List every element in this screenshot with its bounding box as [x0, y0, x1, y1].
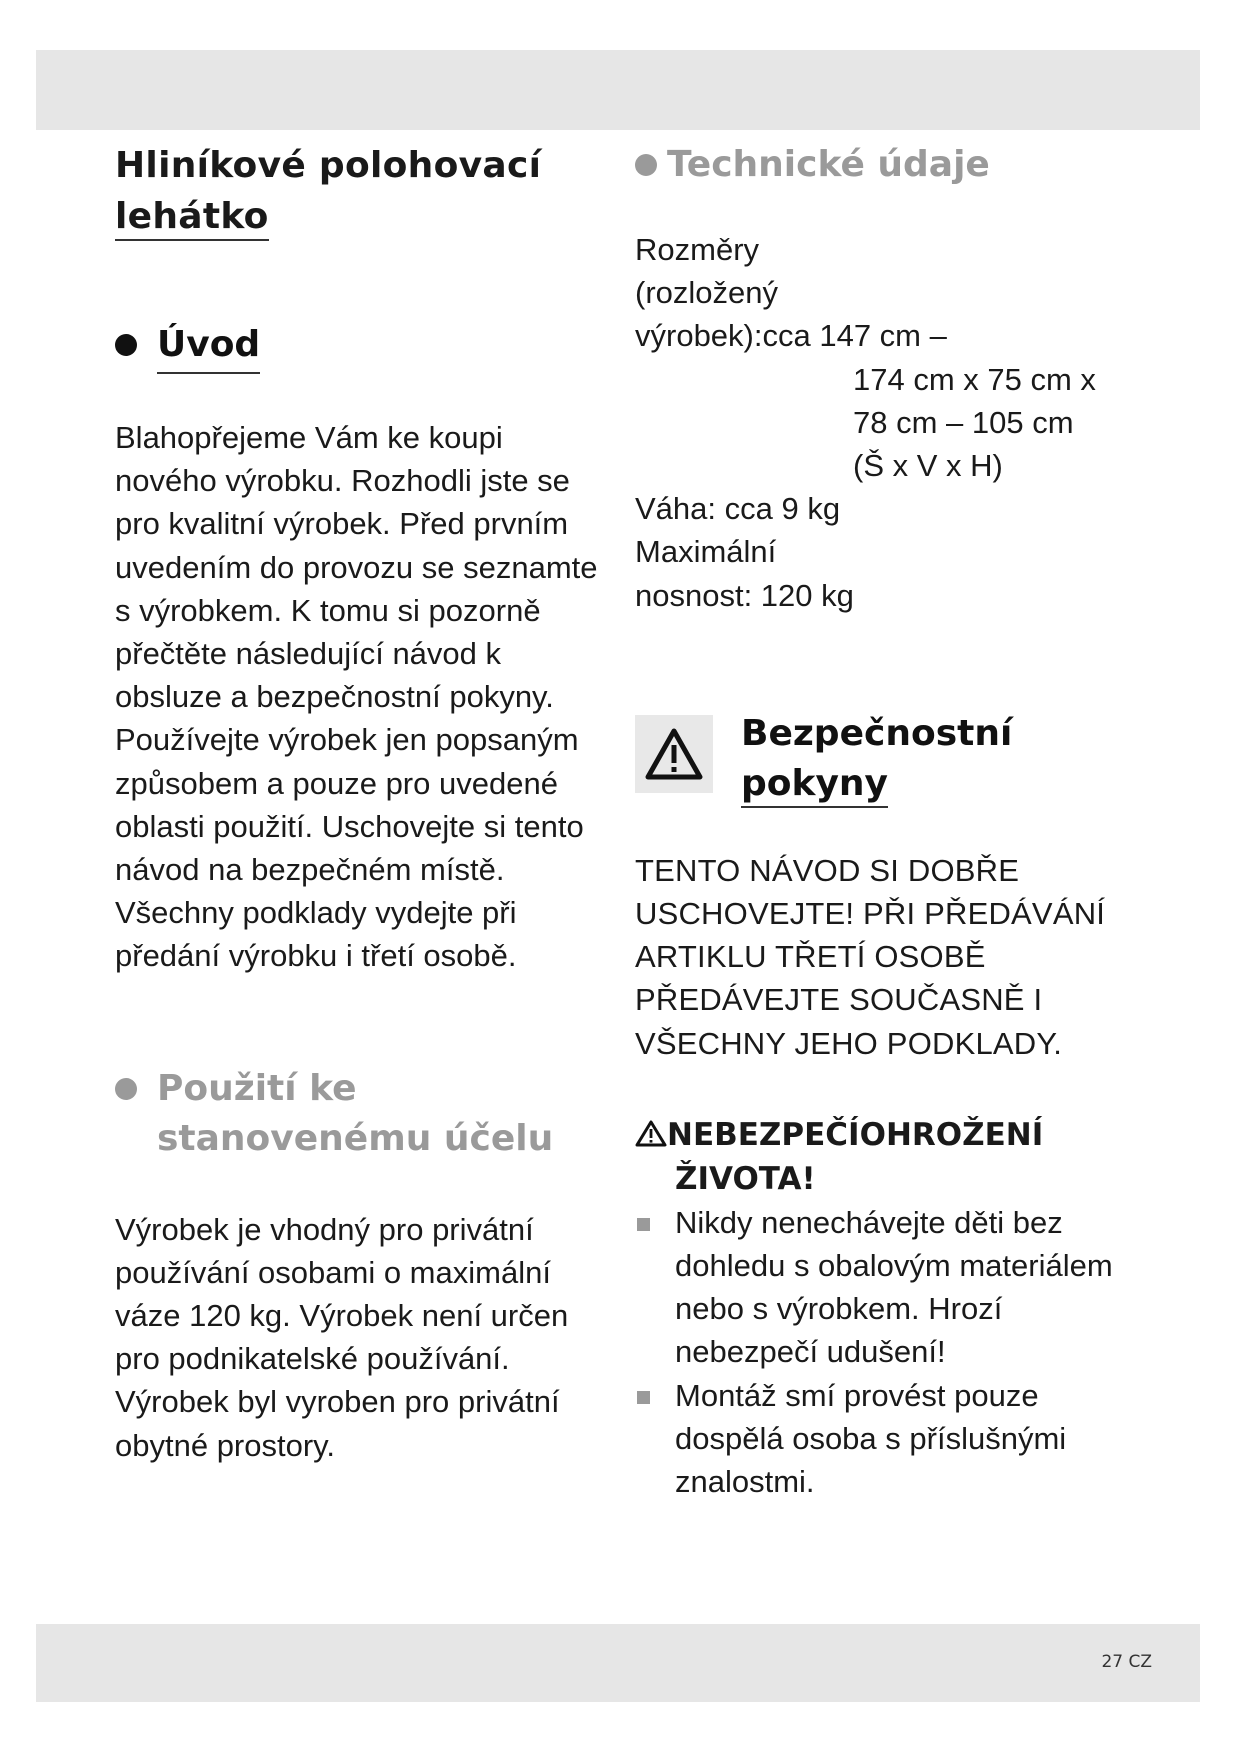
max-load-label: Maximální	[635, 534, 777, 570]
max-load-value: nosnost: 120 kg	[635, 577, 854, 613]
page-title	[115, 140, 605, 242]
footer-band	[36, 1624, 1200, 1702]
warning-triangle-icon	[635, 715, 713, 793]
use-heading	[115, 1064, 605, 1164]
intro-heading-text: Úvod	[157, 320, 260, 374]
intro-paragraph: Blahopřejeme Vám ke koupi nového výrobku. Rozhodli jste se pro kvalitní výrobek. Před prvním uvedením do provozu se seznamte s výrobkem. K tomu si pozorně přečtěte následující návod k obsluze a bezpečnostní pokyny. Používejte výrobek jen popsaným způsobem a pouze pro uvedené oblasti použití. Uschovejte si tento návod na bezpečném místě. Všechny podklady vydejte při předání výrobku i třetí osobě.	[115, 420, 598, 974]
left-column	[115, 140, 605, 1467]
dimensions-label-1: Rozměry	[635, 232, 760, 267]
dimensions-value-2: 174 cm x 75 cm x	[853, 361, 1096, 397]
list-item	[635, 1374, 1135, 1504]
list-item-text: Nikdy nenechávejte děti bez dohledu s obalovým materiálem nebo s výrobkem. Hrozí nebezpečí udušení!	[675, 1204, 1113, 1370]
tech-heading	[635, 140, 1135, 190]
danger-heading-line-2: ŽIVOTA!	[675, 1160, 816, 1197]
tech-heading-text: Technické údaje	[667, 144, 990, 185]
title-line-1: Hliníkové polohovací	[115, 145, 542, 186]
dimensions-value-4: (Š x V x H)	[853, 448, 1003, 484]
intro-heading	[115, 320, 605, 374]
square-bullet-icon	[637, 1218, 650, 1231]
danger-triangle-icon	[635, 1119, 667, 1147]
title-line-2: lehátko	[115, 196, 269, 241]
use-heading-line-1: Použití ke	[157, 1067, 357, 1109]
list-item	[635, 1201, 1135, 1374]
safety-heading-line-1: Bezpečnostní	[741, 712, 1013, 754]
safety-heading	[635, 709, 1135, 809]
heading-bullet-icon	[115, 1078, 137, 1100]
safety-notice: TENTO NÁVOD SI DOBŘE USCHOVEJTE! PŘI PŘEDÁVÁNÍ ARTIKLU TŘETÍ OSOBĚ PŘEDÁVEJTE SOUČASNĚ I VŠECHNY JEHO PODKLADY.	[635, 852, 1106, 1061]
danger-heading	[635, 1113, 1135, 1201]
use-paragraph: Výrobek je vhodný pro privátní používání osobami o maximální váze 120 kg. Výrobek není určen pro podnikatelské používání. Výrobek byl vyroben pro privátní obytné prostory.	[115, 1211, 569, 1463]
heading-bullet-icon	[115, 334, 137, 356]
heading-bullet-icon	[635, 154, 657, 176]
use-heading-line-2: stanovenému účelu	[157, 1117, 554, 1159]
page-number: 27 CZ	[1101, 1652, 1152, 1672]
dimensions-label-2: (rozložený	[635, 275, 778, 311]
dimensions-value-1: výrobek):cca 147 cm –	[635, 318, 947, 354]
header-band	[36, 50, 1200, 130]
safety-heading-text	[741, 709, 1012, 809]
dimensions-value-3: 78 cm – 105 cm	[853, 404, 1074, 440]
list-item-text: Montáž smí provést pouze dospělá osoba s příslušnými znalostmi.	[675, 1377, 1067, 1500]
warning-list	[635, 1201, 1135, 1503]
weight-value: Váha: cca 9 kg	[635, 491, 841, 527]
tech-specs	[635, 228, 1135, 617]
safety-heading-line-2: pokyny	[741, 763, 888, 808]
right-column	[635, 140, 1135, 1503]
square-bullet-icon	[637, 1391, 650, 1404]
danger-heading-line-1: NEBEZPEČÍOHROŽENÍ	[667, 1116, 1044, 1153]
